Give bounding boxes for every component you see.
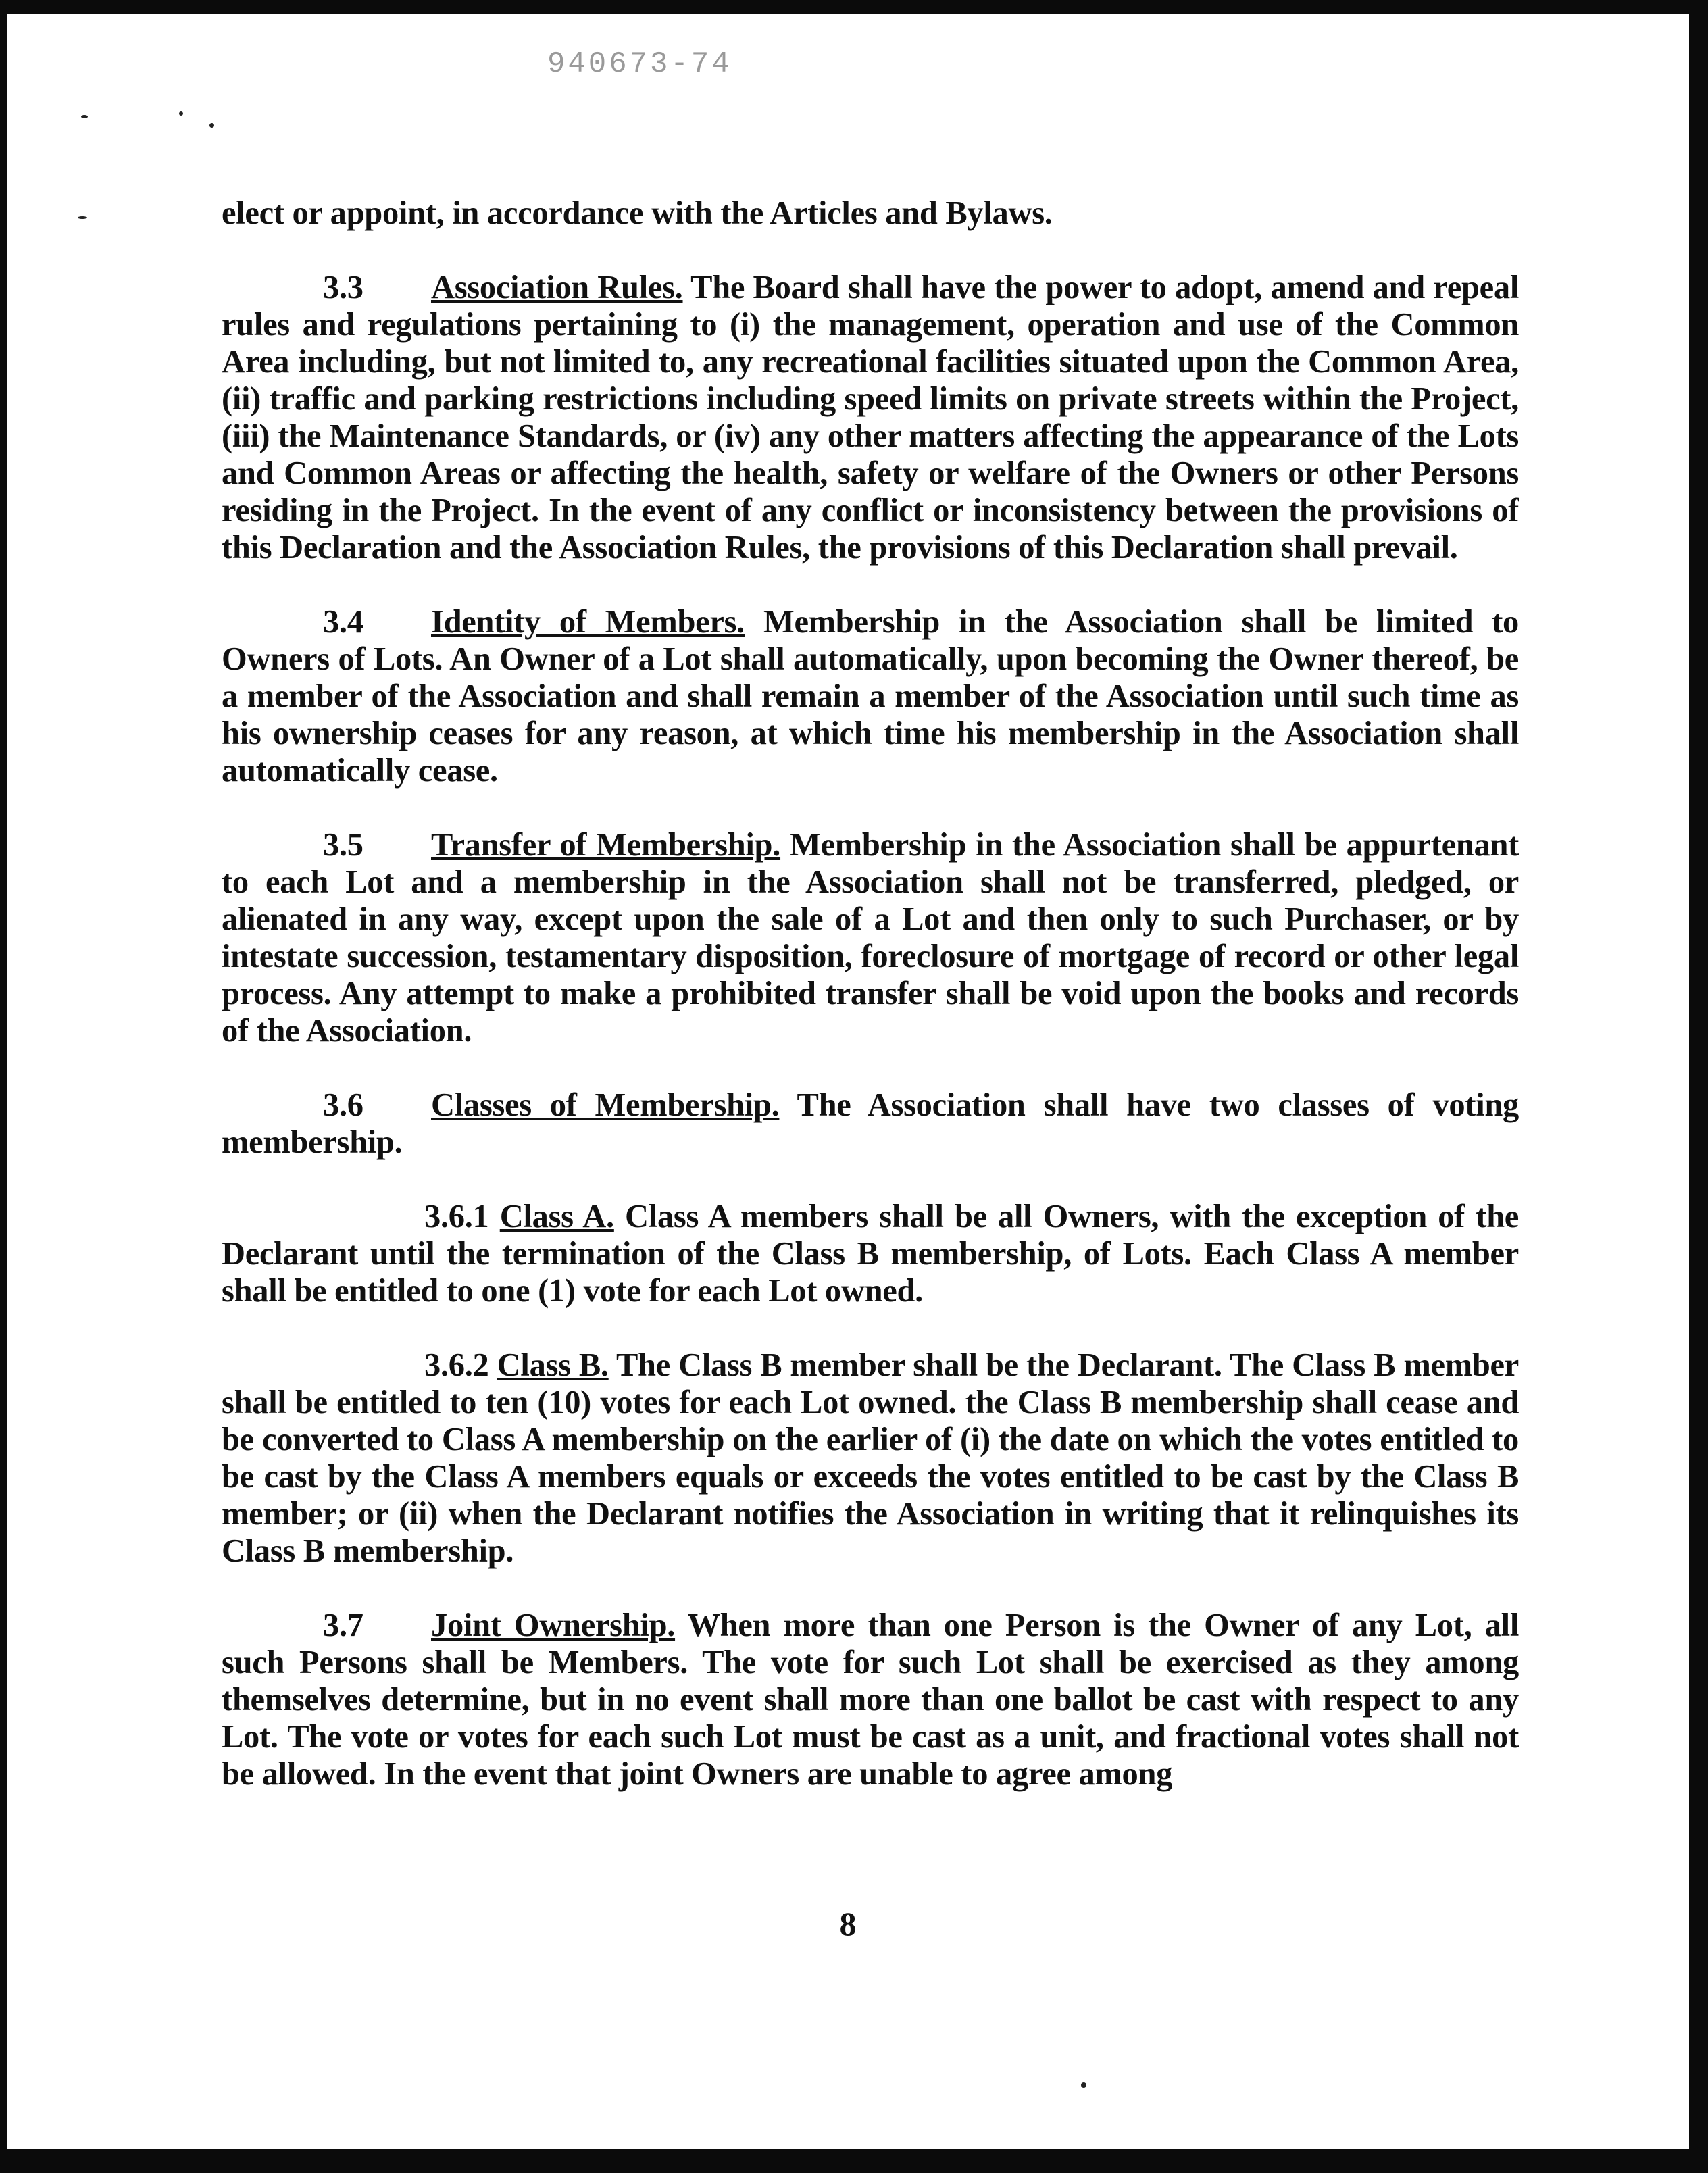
section-body: The Association shall have two classes of voting membership. [222, 1087, 1519, 1160]
section-number: 3.3 [323, 270, 363, 305]
section-body: The Board shall have the power to adopt, amend and repeal rules and regulations pertaining to (i) the management, operation and use of the Common Area including, but not limited to, any recreational facilities situated upon the Common Area, (ii) traffic and parking restrictions including speed limits on private streets within the Project, (iii) the Maintenance Standards, or (iv) any other matters affecting the appearance of the Lots and Common Areas or affecting the health, safety or welfare of the Owners or other Persons residing in the Project. In the event of any conflict or inconsistency between the provisions of this Declaration and the Association Rules, the provisions of this Declaration shall prevail. [222, 270, 1519, 566]
section-body: Membership in the Association shall be appurtenant to each Lot and a membership in the Association shall not be transferred, pledged, or alienated in any way, except upon the sale of a Lot and then only to such Purchaser, or by intestate succession, testamentary disposition, foreclosure of mortgage of record or other legal process. Any attempt to make a prohibited transfer shall be void upon the books and records of the Association. [222, 827, 1519, 1049]
scan-speck [179, 111, 183, 116]
section-number: 3.6.1 [424, 1199, 489, 1234]
section-heading: Classes of Membership. [431, 1087, 780, 1123]
section-3-6-1 [222, 1198, 1519, 1309]
section-heading: Class A. [499, 1199, 614, 1234]
section-number: 3.4 [323, 604, 363, 640]
scan-speck [78, 216, 87, 219]
document-stamp: 940673-74 [547, 47, 732, 81]
section-body: Membership in the Association shall be limited to Owners of Lots. An Owner of a Lot shall automatically, upon becoming the Owner thereof, be a member of the Association and shall remain a member of the Association until such time as his ownership ceases for any reason, at which time his membership in the Association shall automatically cease. [222, 604, 1519, 789]
page-number: 8 [839, 1905, 857, 1943]
section-3-6 [222, 1086, 1519, 1161]
section-number: 3.7 [323, 1607, 363, 1643]
section-3-7 [222, 1607, 1519, 1793]
section-number: 3.6.2 [424, 1347, 489, 1383]
scan-speck [209, 123, 214, 128]
section-number: 3.5 [323, 827, 363, 863]
section-3-5 [222, 826, 1519, 1049]
document-page [7, 14, 1689, 2149]
section-number: 3.6 [323, 1087, 363, 1123]
section-3-3 [222, 269, 1519, 566]
section-heading: Joint Ownership. [431, 1607, 676, 1643]
scan-speck [1081, 2082, 1086, 2088]
section-heading: Class B. [497, 1347, 609, 1383]
section-heading: Identity of Members. [431, 604, 745, 640]
section-heading: Association Rules. [431, 270, 683, 305]
intro-fragment: elect or appoint, in accordance with the Articles and Bylaws. [222, 195, 1053, 231]
section-3-6-2 [222, 1347, 1519, 1570]
section-body: When more than one Person is the Owner of any Lot, all such Persons shall be Members. The vote for such Lot shall be exercised as they among themselves determine, but in no event shall more than one ballot be cast with respect to any Lot. The vote or votes for each such Lot must be cast as a unit, and fractional votes shall not be allowed. In the event that joint Owners are unable to agree among [222, 1607, 1519, 1792]
section-3-4 [222, 603, 1519, 789]
document-body [222, 195, 1519, 1830]
section-body: Class A members shall be all Owners, with the exception of the Declarant until the termination of the Class B membership, of Lots. Each Class A member shall be entitled to one (1) vote for each Lot owned. [222, 1199, 1519, 1309]
scan-speck [81, 115, 88, 118]
section-body: The Class B member shall be the Declarant. The Class B member shall be entitled to ten (10) votes for each Lot owned. the Class B membership shall cease and be converted to Class A membership on the earlier of (i) the date on which the votes entitled to be cast by the Class A members equals or exceeds the votes entitled to be cast by the Class B member; or (ii) when the Declarant notifies the Association in writing that it relinquishes its Class B membership. [222, 1347, 1519, 1569]
section-heading: Transfer of Membership. [431, 827, 781, 863]
